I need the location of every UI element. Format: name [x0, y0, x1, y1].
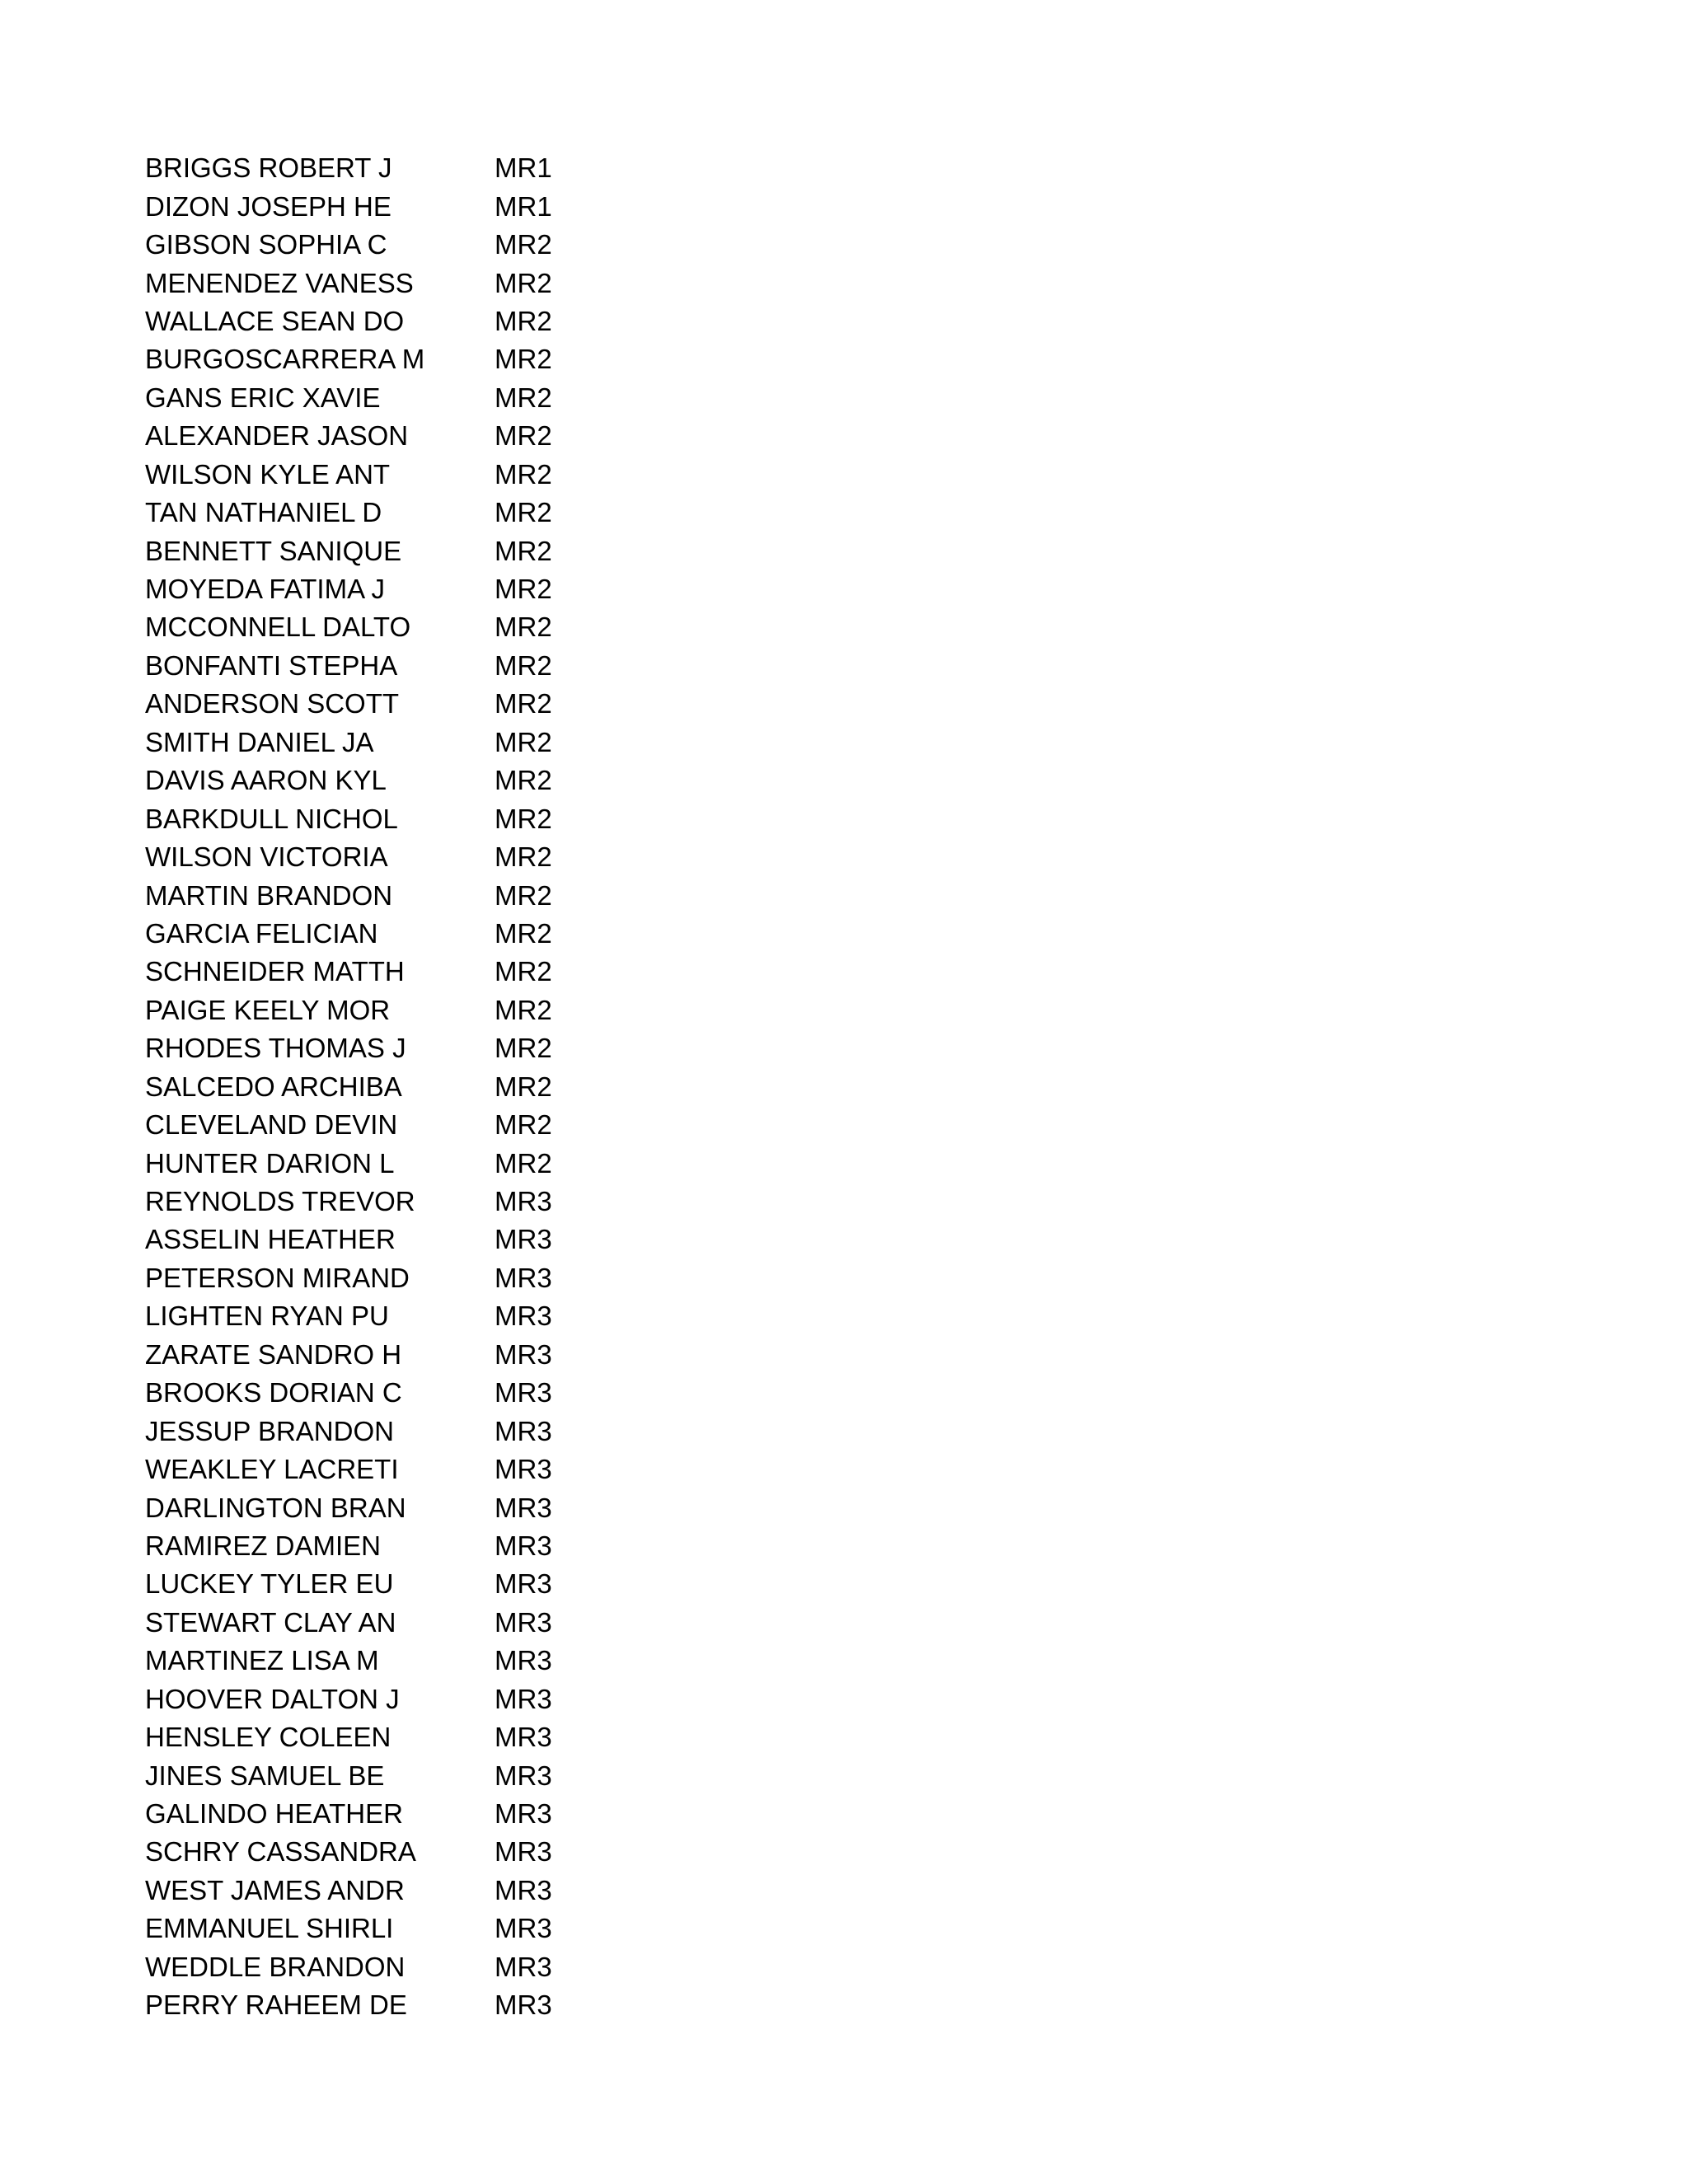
row-name: WILSON VICTORIA [145, 841, 388, 873]
table-row [145, 1680, 552, 1718]
table-row [145, 570, 552, 608]
table-row [145, 876, 552, 914]
row-name: GANS ERIC XAVIE [145, 382, 381, 413]
row-code: MR2 [495, 879, 552, 911]
row-name: EMMANUEL SHIRLI [145, 1913, 394, 1944]
row-code: MR2 [495, 229, 552, 260]
row-name: LUCKEY TYLER EU [145, 1568, 394, 1600]
row-name: SALCEDO ARCHIBA [145, 1071, 402, 1102]
row-name: DAVIS AARON KYL [145, 765, 387, 796]
table-row [145, 187, 552, 225]
row-name: CLEVELAND DEVIN [145, 1109, 398, 1141]
table-row [145, 1948, 552, 1986]
row-code: MR1 [495, 190, 552, 222]
table-row [145, 1604, 552, 1642]
table-row [145, 379, 552, 417]
row-name: ZARATE SANDRO H [145, 1338, 402, 1370]
row-code: MR2 [495, 956, 552, 987]
row-name: BURGOSCARRERA M [145, 344, 425, 375]
row-code: MR3 [495, 1454, 552, 1485]
row-code: MR3 [495, 1798, 552, 1830]
row-name: GIBSON SOPHIA C [145, 229, 387, 260]
row-code: MR3 [495, 1415, 552, 1446]
row-code: MR3 [495, 1262, 552, 1293]
table-row [145, 226, 552, 264]
row-code: MR3 [495, 1606, 552, 1638]
table-row [145, 724, 552, 762]
row-code: MR2 [495, 649, 552, 681]
row-name: MARTINEZ LISA M [145, 1645, 379, 1676]
row-code: MR2 [495, 458, 552, 490]
table-row [145, 1527, 552, 1565]
row-code: MR3 [495, 1530, 552, 1561]
row-code: MR3 [495, 1301, 552, 1332]
row-name: JESSUP BRANDON [145, 1415, 394, 1446]
row-code: MR2 [495, 497, 552, 528]
row-code: MR3 [495, 1722, 552, 1753]
table-row [145, 1183, 552, 1221]
row-name: DIZON JOSEPH HE [145, 190, 392, 222]
table-row [145, 608, 552, 646]
row-name: STEWART CLAY AN [145, 1606, 396, 1638]
row-name: BONFANTI STEPHA [145, 649, 398, 681]
row-code: MR3 [495, 1338, 552, 1370]
table-row [145, 1336, 552, 1374]
row-name: MENENDEZ VANESS [145, 267, 414, 298]
table-row [145, 991, 552, 1029]
table-row [145, 456, 552, 494]
row-name: BENNETT SANIQUE [145, 535, 402, 566]
row-name: JINES SAMUEL BE [145, 1760, 385, 1791]
table-row [145, 532, 552, 569]
row-name: RHODES THOMAS J [145, 1033, 406, 1064]
table-row [145, 1565, 552, 1603]
row-code: MR2 [495, 917, 552, 949]
table-row [145, 1451, 552, 1488]
row-name: ANDERSON SCOTT [145, 688, 400, 719]
row-code: MR3 [495, 1224, 552, 1255]
table-row [145, 1833, 552, 1871]
row-name: SMITH DANIEL JA [145, 726, 374, 757]
row-name: PERRY RAHEEM DE [145, 1990, 407, 2021]
table-row [145, 685, 552, 723]
table-row [145, 1910, 552, 1947]
table-row [145, 1488, 552, 1526]
row-code: MR2 [495, 305, 552, 336]
row-code: MR2 [495, 688, 552, 719]
table-row [145, 1221, 552, 1258]
table-row [145, 647, 552, 685]
row-code: MR2 [495, 382, 552, 413]
table-row [145, 417, 552, 455]
row-code: MR3 [495, 1836, 552, 1868]
table-row [145, 1872, 552, 1910]
row-name: WILSON KYLE ANT [145, 458, 391, 490]
table-row [145, 799, 552, 837]
table-row [145, 1795, 552, 1833]
row-code: MR3 [495, 1874, 552, 1905]
row-code: MR2 [495, 1109, 552, 1141]
row-name: ALEXANDER JASON [145, 420, 409, 452]
table-row [145, 762, 552, 799]
row-code: MR2 [495, 612, 552, 643]
row-name: SCHNEIDER MATTH [145, 956, 405, 987]
table-row [145, 1144, 552, 1182]
row-code: MR3 [495, 1377, 552, 1408]
table-row [145, 340, 552, 378]
row-code: MR3 [495, 1568, 552, 1600]
row-code: MR2 [495, 1071, 552, 1102]
table-row [145, 1297, 552, 1335]
row-name: WEST JAMES ANDR [145, 1874, 405, 1905]
table-row [145, 1374, 552, 1412]
row-name: LIGHTEN RYAN PU [145, 1301, 389, 1332]
row-name: HENSLEY COLEEN [145, 1722, 392, 1753]
table-row [145, 915, 552, 953]
row-name: GALINDO HEATHER [145, 1798, 403, 1830]
row-code: MR2 [495, 765, 552, 796]
row-name: SCHRY CASSANDRA [145, 1836, 416, 1868]
row-name: WALLACE SEAN DO [145, 305, 405, 336]
row-name: TAN NATHANIEL D [145, 497, 382, 528]
row-name: RAMIREZ DAMIEN [145, 1530, 382, 1561]
table-row [145, 1756, 552, 1794]
table-row [145, 149, 552, 187]
row-code: MR3 [495, 1951, 552, 1982]
row-name: DARLINGTON BRAN [145, 1492, 406, 1523]
row-code: MR3 [495, 1645, 552, 1676]
row-code: MR3 [495, 1913, 552, 1944]
table-row [145, 302, 552, 340]
row-name: MARTIN BRANDON [145, 879, 393, 911]
row-code: MR2 [495, 574, 552, 605]
row-code: MR2 [495, 535, 552, 566]
row-name: WEAKLEY LACRETI [145, 1454, 399, 1485]
row-code: MR2 [495, 841, 552, 873]
row-code: MR3 [495, 1492, 552, 1523]
row-name: ASSELIN HEATHER [145, 1224, 396, 1255]
row-name: MCCONNELL DALTO [145, 612, 411, 643]
table-row [145, 1259, 552, 1297]
row-code: MR2 [495, 267, 552, 298]
table-row [145, 264, 552, 302]
table-row [145, 838, 552, 876]
row-code: MR2 [495, 1147, 552, 1179]
row-code: MR2 [495, 1033, 552, 1064]
row-code: MR1 [495, 152, 552, 184]
row-name: HUNTER DARION L [145, 1147, 395, 1179]
row-code: MR2 [495, 803, 552, 834]
row-code: MR3 [495, 1683, 552, 1714]
table-row [145, 1029, 552, 1067]
table-row [145, 953, 552, 991]
table-row [145, 1718, 552, 1756]
table-row [145, 1986, 552, 2024]
table-row [145, 1412, 552, 1450]
table-row [145, 1106, 552, 1144]
row-name: REYNOLDS TREVOR [145, 1186, 415, 1217]
row-name: PAIGE KEELY MOR [145, 994, 391, 1025]
row-code: MR3 [495, 1186, 552, 1217]
row-code: MR2 [495, 726, 552, 757]
row-name: GARCIA FELICIAN [145, 917, 378, 949]
row-name: MOYEDA FATIMA J [145, 574, 385, 605]
row-name: BRIGGS ROBERT J [145, 152, 392, 184]
row-name: BARKDULL NICHOL [145, 803, 398, 834]
roster-list [145, 149, 552, 2024]
table-row [145, 1068, 552, 1106]
row-code: MR3 [495, 1760, 552, 1791]
table-row [145, 1642, 552, 1680]
row-code: MR2 [495, 420, 552, 452]
row-code: MR2 [495, 994, 552, 1025]
table-row [145, 494, 552, 532]
row-name: HOOVER DALTON J [145, 1683, 400, 1714]
row-name: WEDDLE BRANDON [145, 1951, 406, 1982]
row-code: MR3 [495, 1990, 552, 2021]
row-name: PETERSON MIRAND [145, 1262, 410, 1293]
row-code: MR2 [495, 344, 552, 375]
row-name: BROOKS DORIAN C [145, 1377, 402, 1408]
